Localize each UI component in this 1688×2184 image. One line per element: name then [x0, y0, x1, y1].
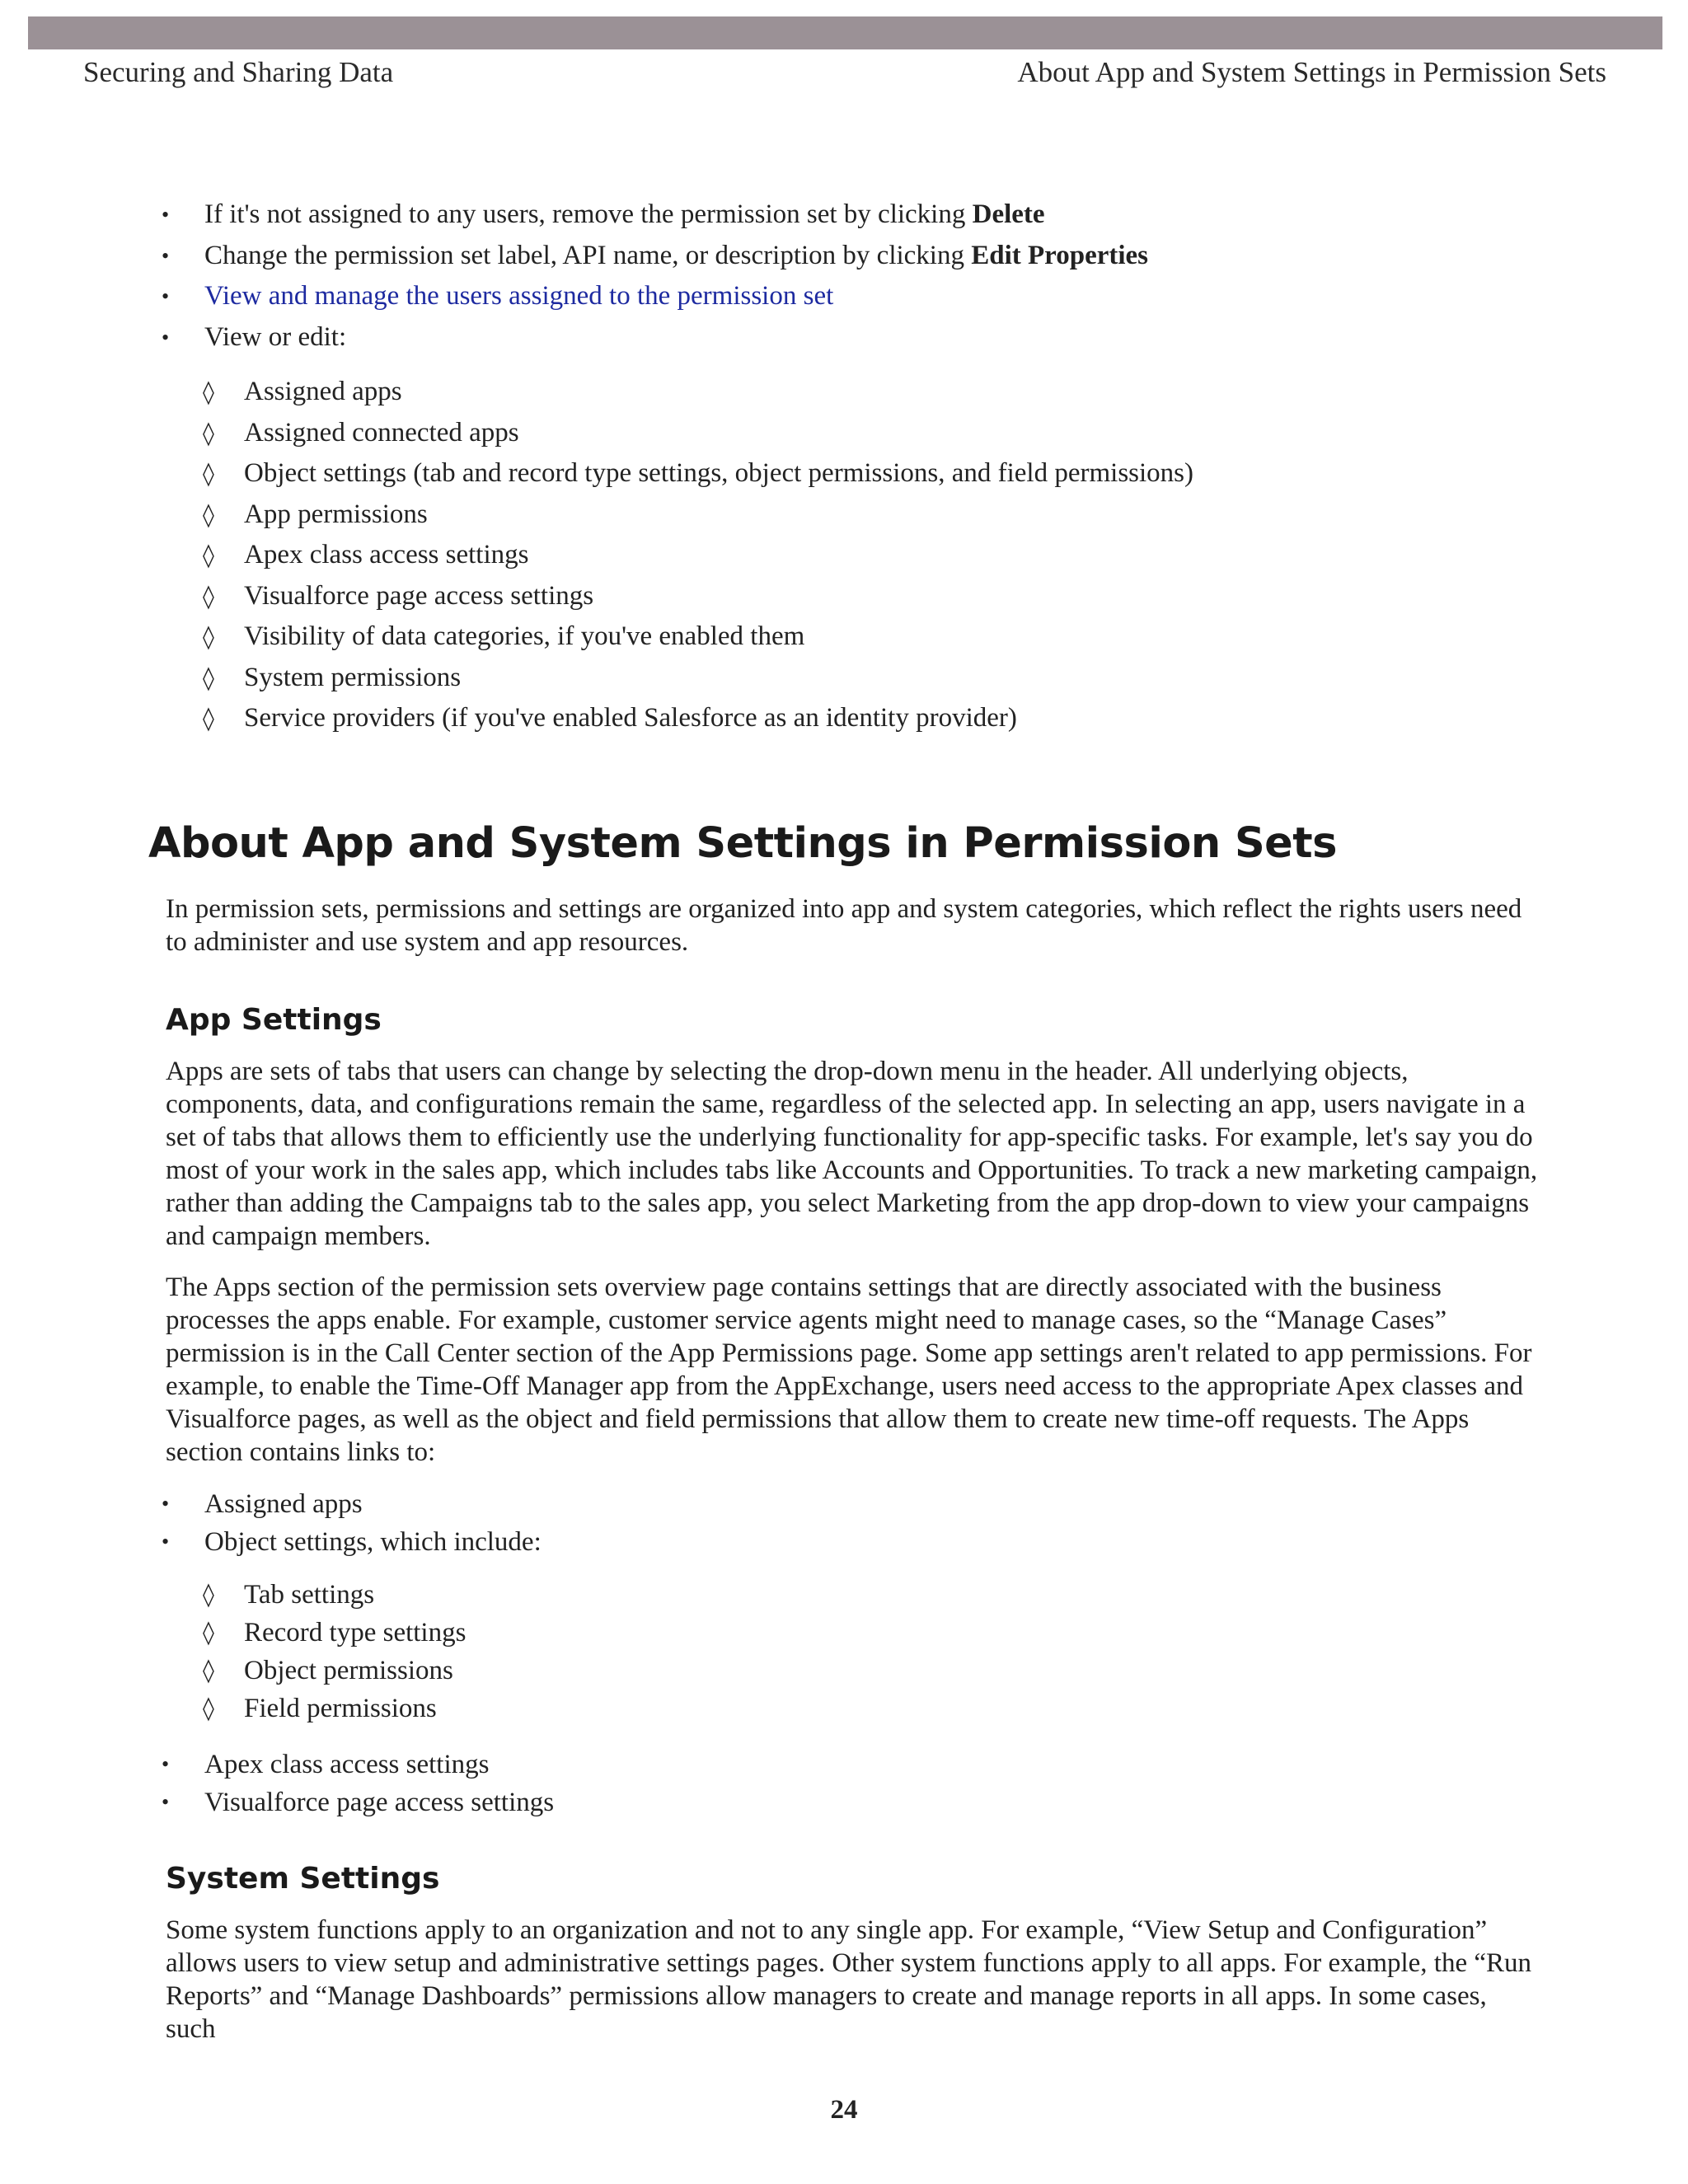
diamond-icon: ◊	[203, 1694, 214, 1722]
diamond-icon: ◊	[203, 419, 214, 447]
bullet-icon: •	[162, 243, 170, 268]
top-bullet-list	[157, 194, 1148, 358]
list-item: • Object settings, which include:	[157, 1523, 542, 1561]
diamond-icon: ◊	[203, 1657, 214, 1684]
list-item	[157, 276, 1148, 317]
diamond-icon: ◊	[203, 705, 214, 732]
diamond-icon: ◊	[203, 460, 214, 487]
diamond-icon: ◊	[203, 1581, 214, 1608]
sub-list-item: ◊ Visibility of data categories, if you've enabled them	[203, 616, 1193, 658]
delete-label: Delete	[972, 199, 1045, 229]
list-item	[157, 317, 1148, 359]
list-item	[157, 194, 1148, 236]
object-settings-sublist	[203, 1576, 466, 1727]
sub-list-item: ◊ Record type settings	[203, 1614, 466, 1652]
diamond-icon: ◊	[203, 582, 214, 610]
running-header-right: About App and System Settings in Permission Sets	[1017, 56, 1606, 88]
bullet-icon: •	[162, 1790, 170, 1814]
diamond-icon: ◊	[203, 500, 214, 528]
bullet-icon: •	[162, 1752, 170, 1776]
bullet-icon: •	[162, 1492, 170, 1516]
diamond-icon: ◊	[203, 1619, 214, 1646]
sub-list-item: ◊ Visualforce page access settings	[203, 576, 1193, 617]
sub-list-item: ◊ Service providers (if you've enabled Salesforce as an identity provider)	[203, 698, 1193, 739]
bullet-icon: •	[162, 203, 170, 227]
diamond-icon: ◊	[203, 623, 214, 650]
section-title: About App and System Settings in Permission Sets	[148, 819, 1338, 868]
sub-list-item: ◊ Assigned connected apps	[203, 413, 1193, 454]
sub-list-item: ◊ App permissions	[203, 494, 1193, 536]
header-bar	[28, 16, 1662, 49]
list-item-text: View or edit:	[204, 321, 347, 352]
app-settings-heading: App Settings	[166, 1003, 382, 1037]
diamond-icon: ◊	[203, 663, 214, 691]
diamond-icon: ◊	[203, 378, 214, 405]
list-item: • Visualforce page access settings	[157, 1783, 554, 1821]
app-settings-paragraph-2: The Apps section of the permission sets overview page contains settings that are directly associated with the business processes the apps enable. For example, customer service agents might need to manage cases, so the “Manage Cases” permission is in the Call Center section of the App Permissions page. Some app settings aren't related to app permissions. For example, to enable the Time-Off Manager app from the AppExchange, users need access to the appropriate Apex classes and Visualforce pages, as well as the object and field permissions that allow them to create new time-off requests. The Apps section contains links to:	[166, 1272, 1532, 1467]
list-item-text: Change the permission set label, API name, or description by clicking	[204, 240, 972, 270]
sub-list-item: ◊ System permissions	[203, 658, 1193, 699]
running-header-left: Securing and Sharing Data	[83, 56, 394, 88]
apps-links-list-continued	[157, 1746, 554, 1821]
sub-list-item: ◊ Apex class access settings	[203, 535, 1193, 576]
bullet-icon: •	[162, 325, 170, 349]
section-intro: In permission sets, permissions and settings are organized into app and system categories, which reflect the rights users need to administer and use system and app resources.	[166, 894, 1522, 957]
sub-list-item: ◊ Object permissions	[203, 1652, 466, 1690]
diamond-icon: ◊	[203, 541, 214, 569]
app-settings-paragraph-1: Apps are sets of tabs that users can change by selecting the drop-down menu in the header. All underlying objects, components, data, and configurations remain the same, regardless of the selected app. In selecting an app, users navigate in a set of tabs that allows them to efficiently use the underlying functionality for app-specific tasks. For example, let's say you do most of your work in the sales app, which includes tabs like Accounts and Opportunities. To track a new marketing campaign, rather than adding the Campaigns tab to the sales app, you select Marketing from the app drop-down to view your campaigns and campaign members.	[166, 1057, 1538, 1251]
system-settings-heading: System Settings	[166, 1862, 440, 1896]
list-item	[157, 236, 1148, 277]
manage-users-link[interactable]: View and manage the users assigned to the permission set	[204, 281, 834, 311]
sub-list-item: ◊ Field permissions	[203, 1690, 466, 1727]
sub-list-item: ◊ Assigned apps	[203, 372, 1193, 413]
list-item: • Assigned apps	[157, 1485, 542, 1523]
list-item-text: If it's not assigned to any users, remove the permission set by clicking	[204, 199, 973, 229]
view-edit-sublist	[203, 372, 1193, 739]
list-item: • Apex class access settings	[157, 1746, 554, 1783]
page-number: 24	[830, 2095, 858, 2125]
system-settings-paragraph-1: Some system functions apply to an organization and not to any single app. For example, “View Setup and Configuration” allows users to view setup and administrative settings pages. Other system functions apply to all apps. For example, the “Run Reports” and “Manage Dashboards” permissions allow managers to create and manage reports in all apps. In some cases, such	[166, 1915, 1532, 2044]
sub-list-item: ◊ Object settings (tab and record type settings, object permissions, and field permissions)	[203, 453, 1193, 494]
edit-properties-label: Edit Properties	[971, 240, 1149, 270]
apps-links-list	[157, 1485, 542, 1561]
bullet-icon: •	[162, 284, 170, 308]
bullet-icon: •	[162, 1530, 170, 1554]
sub-list-item: ◊ Tab settings	[203, 1576, 466, 1614]
